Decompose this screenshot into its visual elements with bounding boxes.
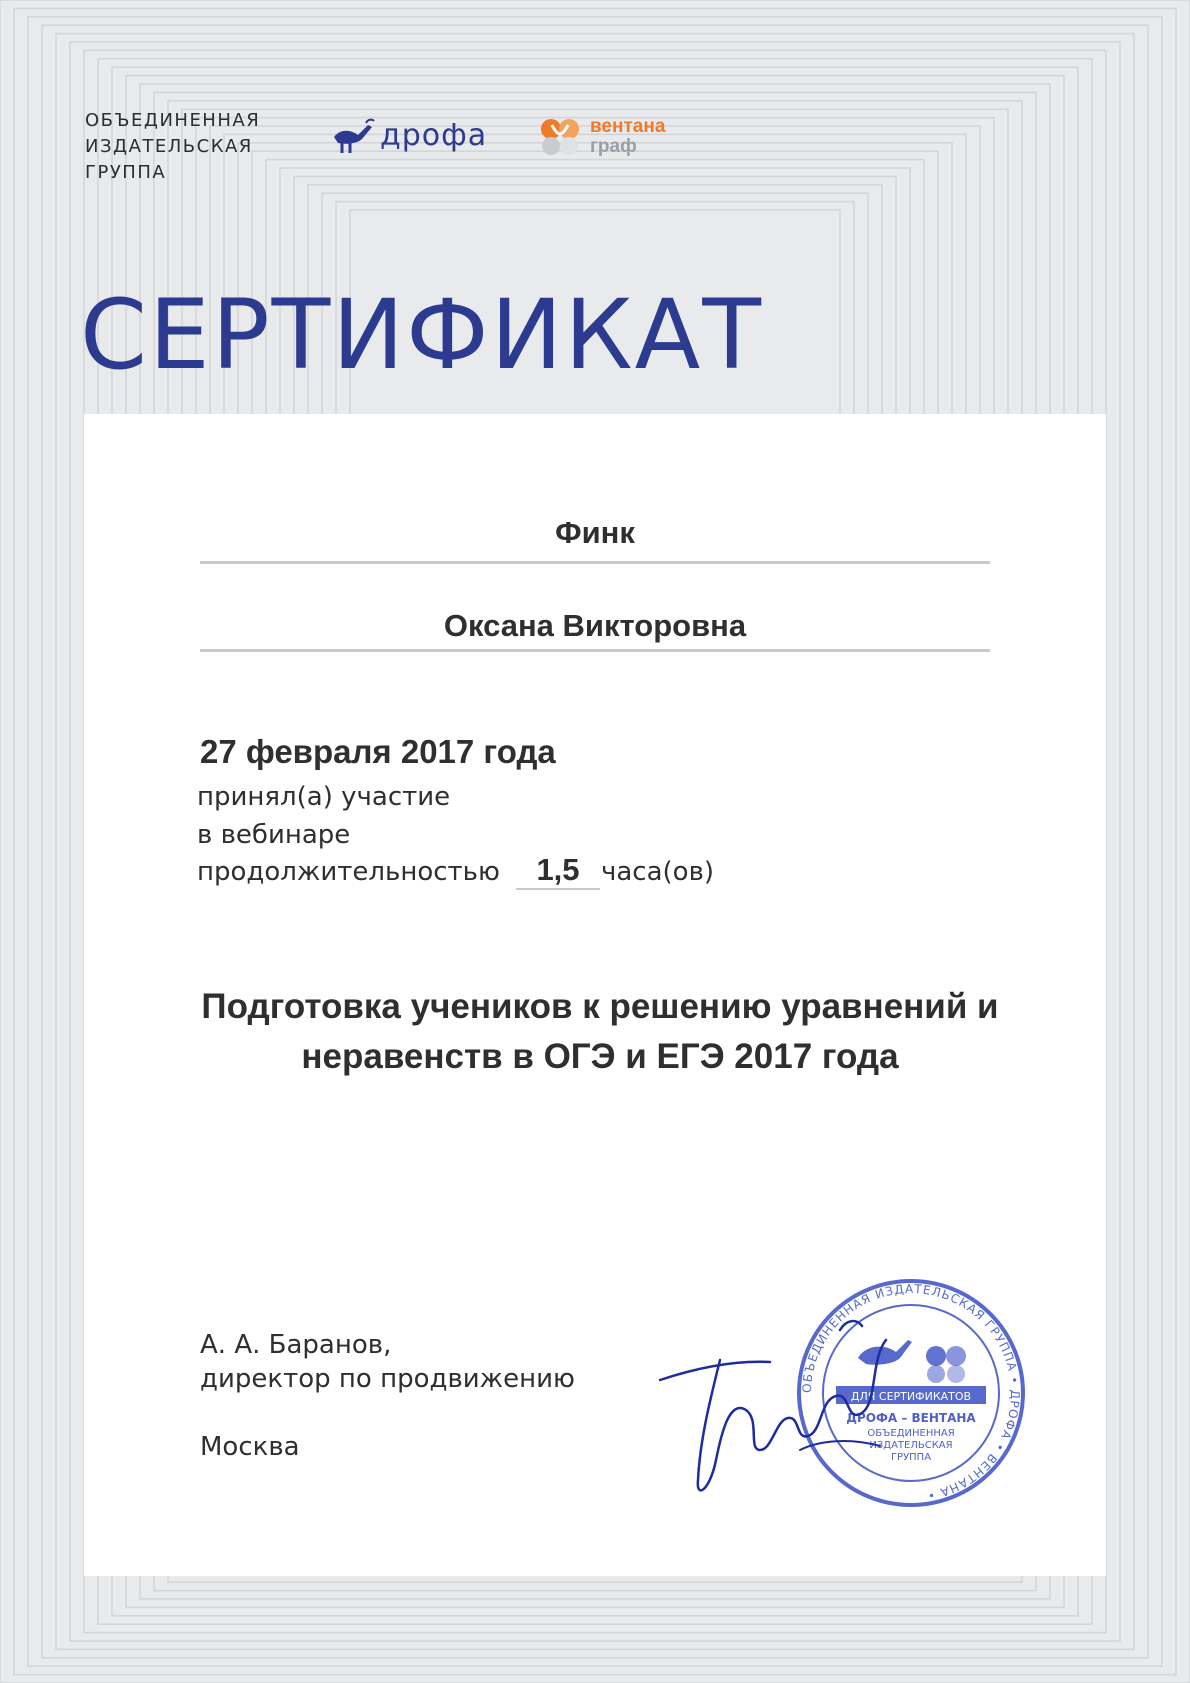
participation-text: принял(а) участие <box>197 782 451 812</box>
certificate-title: СЕРТИФИКАТ <box>80 279 763 391</box>
butterfly-icon <box>538 115 582 159</box>
handwritten-signature <box>650 1300 953 1510</box>
bird-icon <box>328 115 376 155</box>
signatory-position: директор по продвижению <box>200 1364 575 1394</box>
stamp-center-line-1: ОБЪЕДИНЕННАЯ <box>867 1428 955 1439</box>
topic-line-2: неравенств в ОГЭ и ЕГЭ 2017 года <box>301 1037 899 1076</box>
stamp-band-text: ДЛЯ СЕРТИФИКАТОВ <box>850 1390 972 1403</box>
drofa-wordmark: дрофа <box>380 117 488 153</box>
stamp-center-line-3: ГРУППА <box>890 1452 932 1463</box>
recipient-given-names: Оксана Викторовна <box>443 608 747 643</box>
webinar-topic <box>150 982 1050 1082</box>
event-date: 27 февраля 2017 года <box>200 733 556 770</box>
city: Москва <box>200 1432 300 1462</box>
publisher-group-name <box>85 108 260 186</box>
topic-line-1: Подготовка учеников к решению уравнений и <box>201 987 999 1026</box>
publisher-line-1: ОБЪЕДИНЕННАЯ <box>85 110 261 131</box>
duration-label: продолжительностью <box>197 857 500 887</box>
given-names-underline <box>200 649 990 652</box>
ventana-graf-logo <box>538 112 698 162</box>
stamp-outer-text: ОБЪЕДИНЕННАЯ ИЗДАТЕЛЬСКАЯ ГРУППА • ДРОФА • ВЕНТАНА • <box>799 1281 1023 1503</box>
publisher-line-2: ИЗДАТЕЛЬСКАЯ <box>85 136 253 157</box>
recipient-surname: Финк <box>555 515 635 550</box>
graf-wordmark: граф <box>590 136 637 157</box>
drofa-logo <box>328 110 498 160</box>
ventana-wordmark: вентана <box>590 116 666 137</box>
signatory-block <box>200 1328 575 1396</box>
duration-unit: часа(ов) <box>601 857 715 887</box>
surname-underline <box>200 561 990 564</box>
stamp-center-title: ДРОФА – ВЕНТАНА <box>846 1411 976 1425</box>
stamp-center-line-2: ИЗДАТЕЛЬСКАЯ <box>869 1440 953 1451</box>
publisher-line-3: ГРУППА <box>85 162 167 183</box>
duration-value: 1,5 <box>516 852 600 890</box>
event-format-text: в вебинаре <box>197 820 351 850</box>
signatory-name: А. А. Баранов, <box>200 1330 392 1360</box>
